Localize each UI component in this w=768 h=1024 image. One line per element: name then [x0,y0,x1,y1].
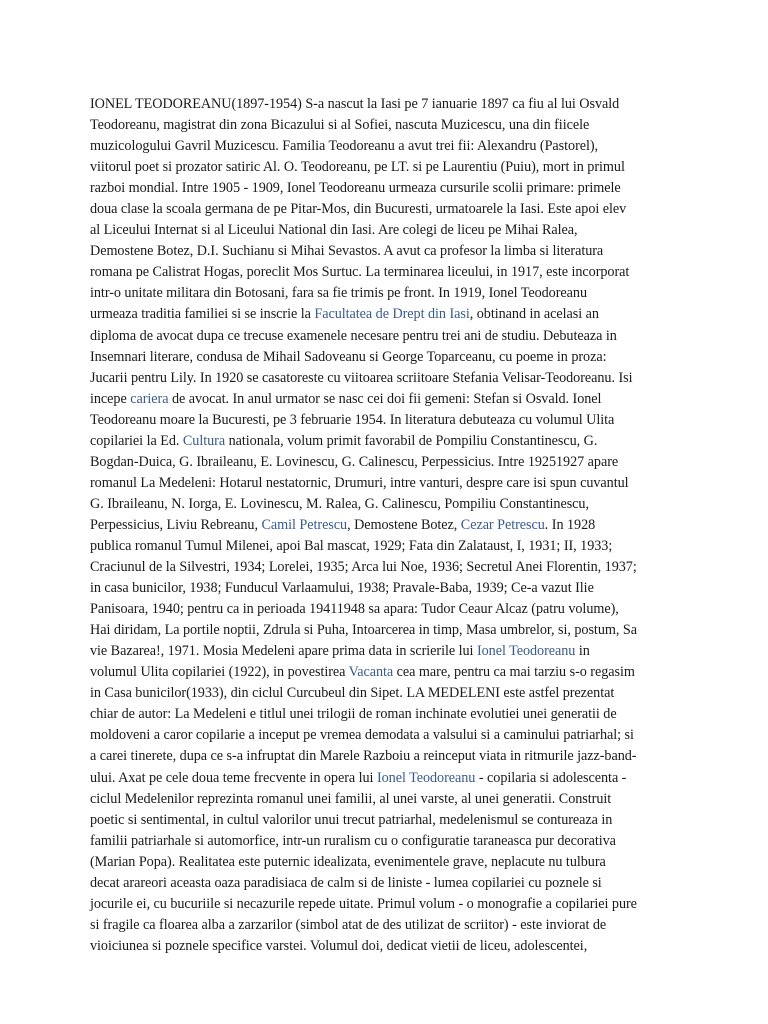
text-segment: Teodoreanu, magistrat din zona Bicazului si al Sofiei, nascuta Muzicescu, una din fiicele [90,117,590,134]
text-segment: IONEL TEODOREANU(1897-1954) S-a nascut la Iasi pe 7 ianuarie 1897 ca fiu al lui Osvald [90,96,620,112]
text-line [90,599,684,620]
text-segment: in [575,643,590,660]
text-segment: romanul La Medeleni: Hotarul nestatornic, Drumuri, intre vanturi, despre care isi spun cuvantul [90,474,629,491]
text-segment: G. Ibraileanu, N. Iorga, E. Lovinescu, M. Ralea, G. Calinescu, Pompiliu Constantinescu, [90,495,589,512]
text-line [90,494,684,515]
text-segment: jocurile ei, cu bucuriile si necazurile repede uitate. Primul volum - o monografie a copilariei pure [90,895,637,912]
text-segment: (Marian Popa). Realitatea este puternic idealizata, evenimentele grave, neplacute nu tulbura [90,853,606,870]
text-line [90,262,684,283]
text-segment: publica romanul Tumul Milenei, apoi Bal mascat, 1929; Fata din Zalataust, I, 1931; II, 1933; [90,537,613,554]
text-line [90,199,684,220]
text-line [90,178,684,199]
text-line [90,136,684,157]
inline-link[interactable]: cariera [130,390,169,407]
text-line [90,220,684,241]
text-line [90,115,684,136]
text-segment: razboi mondial. Intre 1905 - 1909, Ionel Teodoreanu urmeaza cursurile scolii primare: primele [90,180,621,197]
text-segment: in casa bunicilor, 1938; Funducul Varlaamului, 1938; Pravale-Baba, 1939; Ce-a vazut Ilie [90,580,594,597]
text-segment: Hai diridam, La portile noptii, Zdrula si Puha, Intoarcerea in timp, Masa umbrelor, si, postum, Sa [90,622,637,639]
text-segment: al Liceului Internat si al Liceului National din Iasi. Are colegi de liceu pe Mihai Ralea, [90,222,578,239]
text-segment: decat arareori aceasta oaza paradisiaca de calm si de liniste - lumea copilariei cu poznele si [90,874,602,891]
text-segment: chiar de autor: La Medeleni e titlul unei trilogii de roman inchinate evolutiei unei generatii de [90,706,617,723]
text-line [90,157,684,178]
text-segment: a carei tinerete, dupa ce s-a infruptat din Marele Razboiu a reinceput viata in ritmurile jazz-band- [90,748,637,765]
inline-link[interactable]: Camil Petrescu [261,516,348,533]
text-line [90,936,684,957]
text-line [90,852,684,873]
text-line [90,347,684,368]
text-line [90,873,684,894]
text-segment: . In 1928 [544,516,596,533]
text-line [90,536,684,557]
text-segment: nationala, volum primit favorabil de Pompiliu Constantinescu, G. [225,432,598,449]
inline-link[interactable]: Vacanta [348,664,394,681]
text-line [90,725,684,746]
text-segment: urmeaza traditia familiei si se inscrie la [90,306,315,323]
text-segment: doua clase la scoala germana de pe Pitar-Mos, din Bucuresti, urmatoarele la Iasi. Este apoi elev [90,201,627,218]
text-segment: moldoveni a caror copilarie a inceput pe vremea demodata a valsului si a caminului patriarhal; si [90,727,634,744]
text-segment: cea mare, pentru ca mai tarziu s-o regasim [393,664,635,681]
text-segment: vioiciunea si poznele specifice varstei. Volumul doi, dedicat vietii de liceu, adolescentei, [90,937,588,954]
text-line [90,810,684,831]
text-segment: si fragile ca floarea alba a zarzarilor (simbol atat de des utilizat de scriitor) - este inviorat de [90,916,607,933]
text-segment: Perpessicius, Liviu Rebreanu, [90,516,262,533]
inline-link[interactable]: Ionel Teodoreanu [476,643,576,660]
text-segment: volumul Ulita copilariei (1922), in povestirea [90,664,349,681]
text-line [90,326,684,347]
text-segment: Jucarii pentru Lily. In 1920 se casatoreste cu viitoarea scriitoare Stefania Velisar-Teodoreanu. Isi [90,369,633,386]
text-line [90,452,684,473]
text-line [90,368,684,389]
inline-link[interactable]: Cezar Petrescu [460,516,545,533]
text-line [90,410,684,431]
text-line [90,746,684,767]
text-segment: , obtinand in acelasi an [469,306,599,323]
text-segment: Bogdan-Duica, G. Ibraileanu, E. Lovinescu, G. Calinescu, Perpessicius. Intre 19251927 apare [90,453,619,470]
text-segment: Demostene Botez, D.I. Suchianu si Mihai Sevastos. A avut ca profesor la limba si literatura [90,243,604,260]
text-line [90,431,684,452]
text-segment: Craciunul de la Silvestri, 1934; Lorelei, 1935; Arca lui Noe, 1936; Secretul Anei Florentin, 1937; [90,559,637,576]
inline-link[interactable]: Cultura [182,432,226,449]
text-line [90,473,684,494]
text-segment: ului. Axat pe cele doua teme frecvente in opera lui [90,769,377,786]
text-segment: muzicologului Gavril Muzicescu. Familia Teodoreanu a avut trei fii: Alexandru (Pastorel), [90,138,599,155]
text-line [90,704,684,725]
body-text [90,94,684,957]
text-line [90,515,684,536]
text-line [90,894,684,915]
inline-link[interactable]: Facultatea de Drept din Iasi [314,306,470,323]
text-line [90,620,684,641]
inline-link[interactable]: Ionel Teodoreanu [376,769,476,786]
text-segment: de avocat. In anul urmator se nasc cei doi fii gemeni: Stefan si Osvald. Ionel [168,390,602,407]
text-segment: , Demostene Botez, [347,516,461,533]
text-segment: incepe [90,390,131,407]
text-line [90,641,684,662]
text-segment: intr-o unitate militara din Botosani, fara sa fie trimis pe front. In 1919, Ionel Teodoreanu [90,285,587,302]
text-segment: Panisoara, 1940; pentru ca in perioada 19411948 sa apara: Tudor Ceaur Alcaz (patru volume), [90,601,619,618]
text-segment: in Casa bunicilor(1933), din ciclul Curcubeul din Sipet. LA MEDELENI este astfel prezentat [90,685,615,702]
text-line [90,578,684,599]
text-line [90,94,684,115]
text-line [90,683,684,704]
text-line [90,789,684,810]
text-segment: Teodoreanu moare la Bucuresti, pe 3 februarie 1954. In literatura debuteaza cu volumul Ulita [90,411,615,428]
text-segment: vie Bazarea!, 1971. Mosia Medeleni apare prima data in scrierile lui [90,643,477,660]
text-line [90,241,684,262]
text-segment: familii patriarhale si automorfice, intr-un ruralism cu o configuratie taraneasca pur decorativa [90,832,616,849]
text-segment: ciclul Medelenilor reprezinta romanul unei familii, al unei varste, al unei generatii. Construit [90,790,612,807]
text-line [90,389,684,410]
text-line [90,915,684,936]
text-line [90,557,684,578]
text-segment: - copilaria si adolescenta - [475,769,627,786]
text-line [90,304,684,325]
text-line [90,831,684,852]
text-segment: viitorul poet si prozator satiric Al. O. Teodoreanu, pe LT. si pe Laurentiu (Puiu), mort in primul [90,159,625,176]
text-segment: diploma de avocat dupa ce trecuse examenele necesare pentru trei ani de studiu. Debuteaza in [90,327,617,344]
text-line [90,283,684,304]
text-segment: poetic si sentimental, in cultul valorilor unui trecut patriarhal, medelenismul se contureaza in [90,811,613,828]
text-segment: copilariei la Ed. [90,432,183,449]
text-line [90,768,684,789]
text-segment: romana pe Calistrat Hogas, poreclit Mos Surtuc. La terminarea liceului, in 1917, este incorporat [90,264,630,281]
text-segment: Insemnari literare, condusa de Mihail Sadoveanu si George Toparceanu, cu poeme in proza: [90,348,607,365]
text-line [90,662,684,683]
